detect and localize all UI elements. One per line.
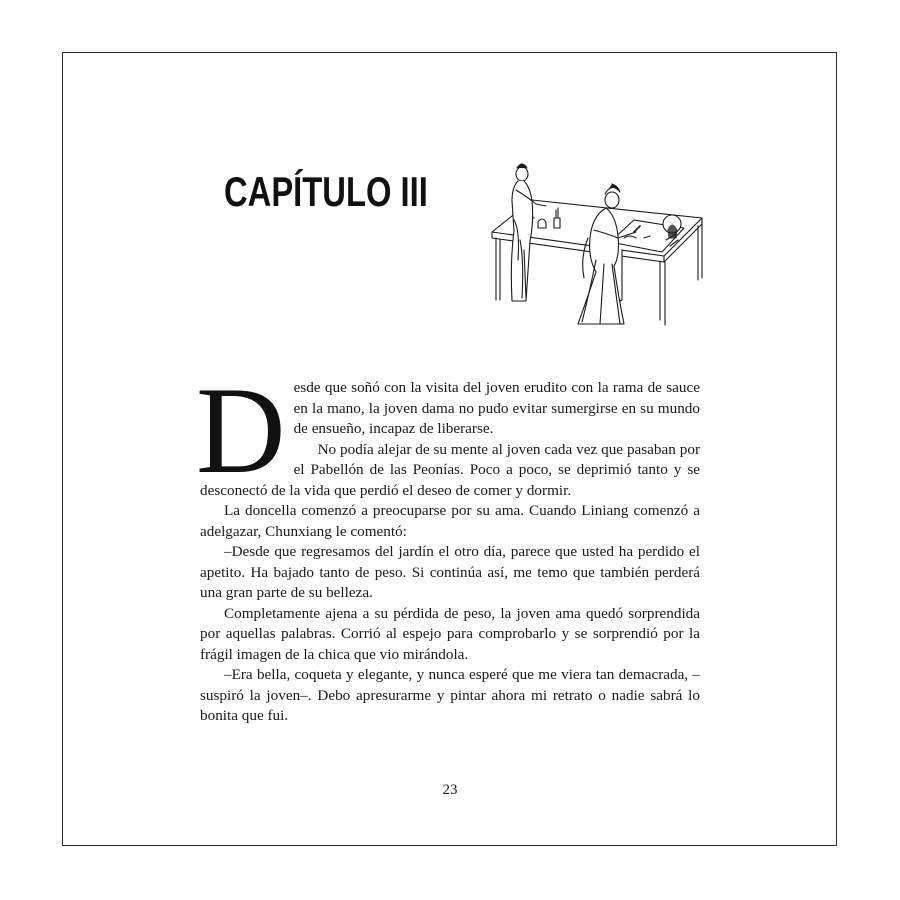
drop-cap: D: [196, 362, 286, 499]
paragraph-2: No podía alejar de su mente al joven cada vez que pasaban por el Pabellón de las Peonías. Poco a poco, se deprimió tanto y se desconectó de la vida que perdió el deseo de comer y dormir.: [200, 440, 700, 499]
paragraph-3: La doncella comenzó a preocuparse por su ama. Cuando Liniang comenzó a adelgazar, Chunxiang le comentó:: [200, 502, 700, 540]
chapter-title: CAPÍTULO III: [224, 168, 428, 215]
page-number: 23: [442, 782, 458, 798]
chapter-body: [196, 362, 700, 727]
paragraph-text: esde que soñó con la visita del joven erudito con la rama de sauce en la mano, la joven dama no pudo evitar sumergirse en su mundo de ensueño, incapaz de liberarse.: [293, 379, 700, 437]
paragraph-6: –Era bella, coqueta y elegante, y nunca esperé que me viera tan demacrada, –suspiró la joven–. Debo apresurarme y pintar ahora mi retrato o nadie sabrá lo bonita que fui.: [200, 666, 700, 724]
illustration-two-women-painting: [484, 160, 710, 330]
paragraph-4: –Desde que regresamos del jardín el otro día, parece que usted ha perdido el apetito. Ha bajado tanto de peso. Si continúa así, me temo que también perderá una gran parte de su belleza.: [200, 543, 700, 601]
paragraph-5: Completamente ajena a su pérdida de peso, la joven ama quedó sorprendida por aquellas palabras. Corrió al espejo para comprobarlo y se sorprendió por la frágil imagen de la chica que vio mirándola.: [200, 604, 700, 663]
